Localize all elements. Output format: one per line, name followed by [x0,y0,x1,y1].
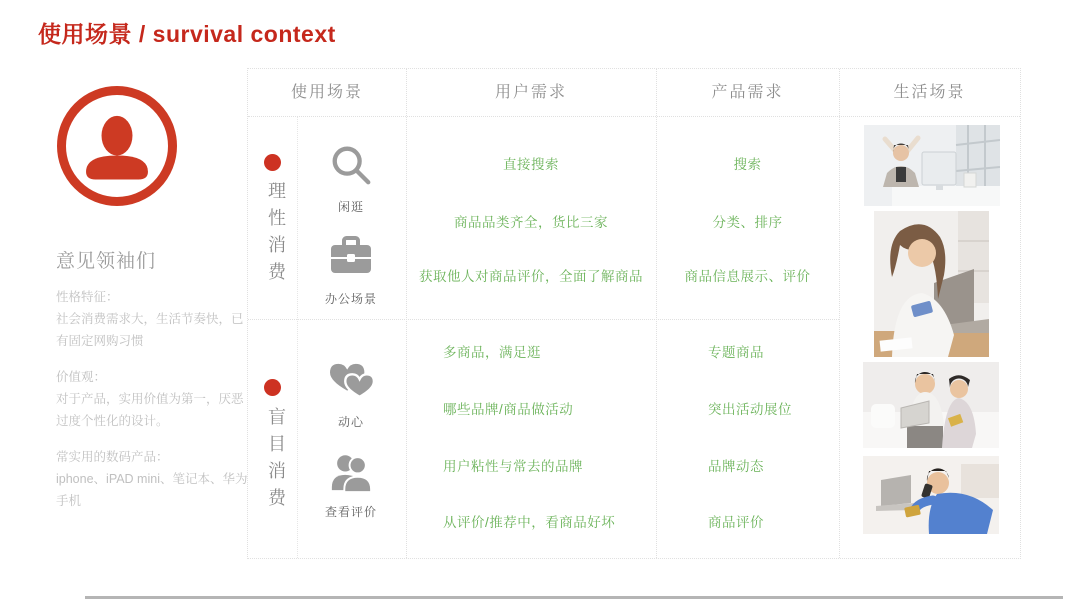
trait-values [56,366,252,432]
header-divider [248,116,1020,117]
life-photo-woman-shopping-online-with-card [874,211,989,357]
product-need: 搜索 [733,157,762,172]
trait-body: 社会消费需求大，生活节奏快，已有固定网购习惯 [56,312,244,348]
user-need: 多商品，满足逛 [443,345,541,360]
life-photo-woman-stretching-at-office-desk [864,125,1000,206]
column-header-usage-scenario: 使用场景 [290,84,363,101]
user-need: 获取他人对商品评价，全面了解商品 [419,269,643,284]
user-avatar-icon [57,86,177,206]
bottom-divider [85,596,1063,599]
trait-personality [56,286,252,352]
hearts-icon [328,361,374,408]
column-divider [656,69,657,558]
scenario-icon-reviews [311,449,391,520]
trait-label: 价值观： [56,370,107,384]
user-icon [74,103,160,189]
icon-label: 闲逛 [337,200,364,214]
page-title: 使用场景 / survival context [38,21,336,47]
briefcase-icon [327,232,375,285]
scenario-icon-office [311,232,391,307]
user-need: 从评价/推荐中，看商品好坏 [443,515,616,530]
row-divider [248,319,839,320]
persona-name: 意见领袖们 [56,251,157,272]
column-header-user-needs: 用户需求 [494,84,567,101]
column-divider [406,69,407,558]
scenario-icon-tempted [311,361,391,430]
column-header-life-scenes: 生活场景 [893,84,966,101]
product-need: 商品信息展示、评价 [684,269,811,284]
scenario-subcolumn-divider [297,116,298,558]
people-icon [328,449,374,498]
scenario-table [247,68,1021,559]
icon-label: 动心 [337,415,364,429]
user-need: 用户粘性与常去的品牌 [443,459,583,474]
product-need: 突出活动展位 [708,402,792,417]
product-need: 分类、排序 [712,215,783,230]
red-bullet-dot [264,154,281,171]
icon-label: 办公场景 [324,292,377,306]
icon-label: 查看评价 [324,505,377,519]
column-header-product-needs: 产品需求 [711,84,784,101]
scenario-label-rational: 理性消费 [266,181,286,289]
scenario-label-blind: 盲目消费 [266,407,286,515]
persona-traits [56,286,252,526]
red-bullet-dot [264,379,281,396]
product-need: 专题商品 [708,345,764,360]
trait-devices [56,446,252,512]
life-photo-man-on-bed-with-phone-and-card [863,456,999,534]
trait-label: 常实用的数码产品： [56,450,169,464]
trait-body: 对于产品，实用价值为第一，厌恶过度个性化的设计。 [56,392,244,428]
user-need: 哪些品牌/商品做活动 [443,402,574,417]
user-need: 直接搜索 [503,157,559,172]
magnifier-icon [328,142,374,193]
product-need: 品牌动态 [708,459,764,474]
product-need: 商品评价 [708,515,764,530]
trait-label: 性格特征： [56,290,119,304]
scenario-icon-stroll [311,142,391,215]
user-need: 商品品类齐全，货比三家 [454,215,608,230]
trait-body: iphone、iPAD mini、笔记本、华为手机 [56,472,248,508]
column-divider [839,69,840,558]
life-photo-couple-on-sofa-with-laptop [863,362,999,448]
